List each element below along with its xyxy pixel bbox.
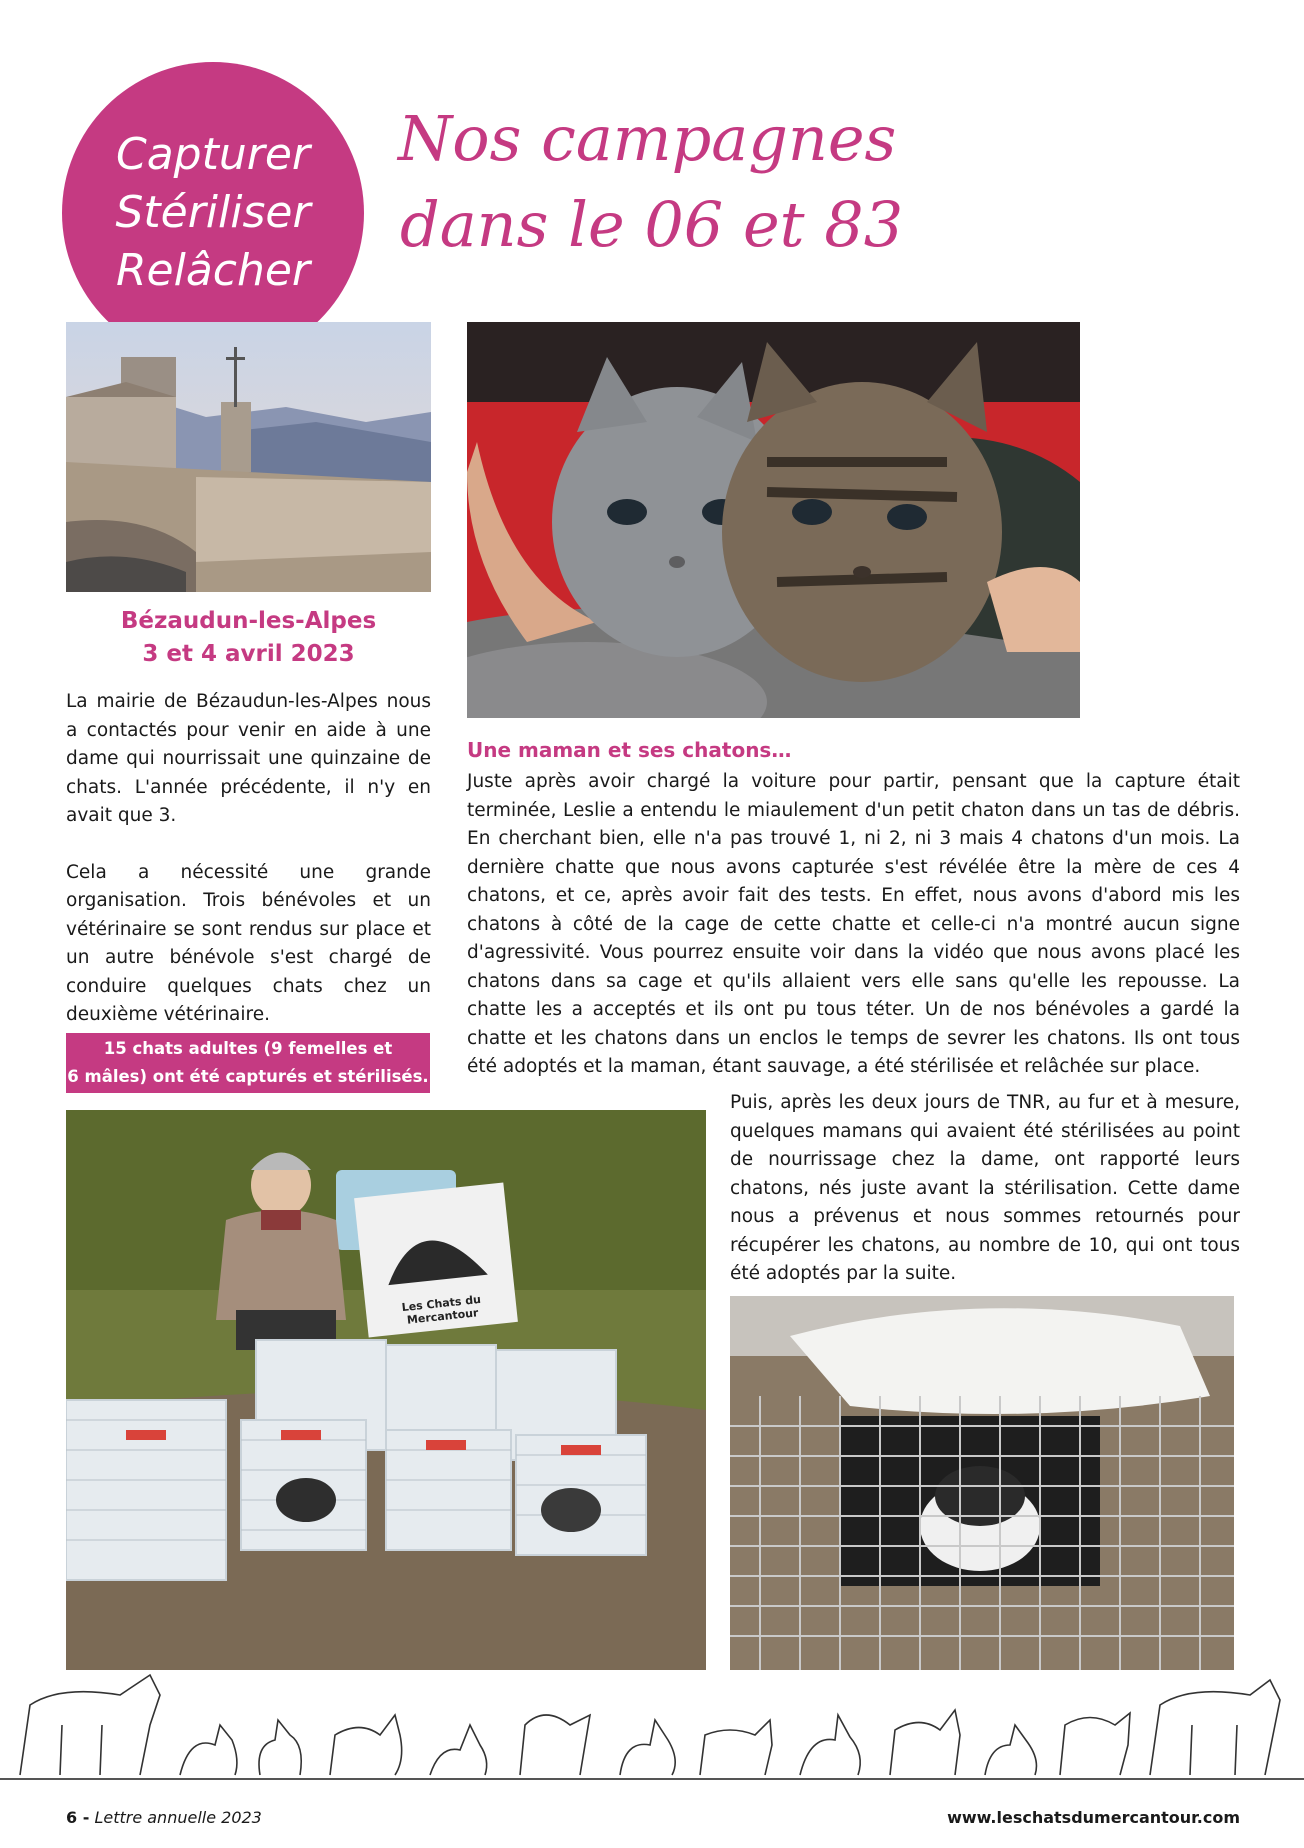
- badge-line-capture: Capturer: [115, 129, 310, 180]
- headline-line-2: dans le 06 et 83: [400, 188, 904, 261]
- page-number: 6 -: [66, 1808, 90, 1827]
- highlight-box: [66, 1033, 430, 1093]
- story-paragraph-1: Juste après avoir chargé la voiture pour partir, pensant que la capture était terminée, Leslie a entendu le miaulement d'un petit chaton dans un tas de débris. En cherchant bien, elle n'a pas trouvé 1, ni 2, ni 3 mais 4 chatons d'un mois. La dernière chatte que nous avons capturée s'est révélée être la mère de ces 4 chatons, et ce, après avoir fait des tests. En effet, nous avons d'abord mis les chatons à côté de la cage de cette chatte et celle-ci n'a montré aucun signe d'agressivité. Vous pourrez ensuite voir dans la vidéo que nous avons placé les chatons dans sa cage et qu'ils allaient vers elle sans qu'elle les repousse. La chatte les a acceptés et ils ont pu tous téter. Un de nos bénévoles a gardé la chatte et les chatons dans un enclos le temps de sevrer les chatons. Ils ont tous été adoptés et la maman, étant sauvage, a été stérilisée et relâchée sur place.: [467, 771, 1240, 1077]
- section-dates: 3 et 4 avril 2023: [142, 641, 355, 667]
- section-place: Bézaudun-les-Alpes: [120, 608, 377, 634]
- headline-line-1: Nos campagnes: [398, 102, 897, 175]
- story-paragraph-2: Puis, après les deux jours de TNR, au fur et à mesure, quelques mamans qui avaient été stérilisées au point de nourrissage chez la dame, ont rapporté leurs chatons, nés juste avant la stérilisation. Cette dame nous a prévenus et nous sommes retournés pour récupérer les chatons, au nombre de 10, qui ont tous été adoptés par la suite.: [730, 1092, 1240, 1284]
- section-title: [66, 605, 431, 671]
- highlight-line-1: 15 chats adultes (9 femelles et: [103, 1039, 393, 1058]
- left-paragraph-2: Cela a nécessité une grande organisation. Trois bénévoles et un vétérinaire se sont rendus sur place et un autre bénévole s'est chargé de conduire quelques chats chez un deuxième vétérinaire.: [66, 861, 431, 1025]
- left-column: [66, 688, 431, 1058]
- caged-cats-photo: [730, 1296, 1234, 1670]
- page-headline: [398, 96, 958, 268]
- footer-publication: [66, 1808, 262, 1827]
- association-sign-label: Les Chats du Mercantour: [401, 1292, 482, 1327]
- publication-title: Lettre annuelle 2023: [94, 1808, 262, 1827]
- footer-website-link[interactable]: www.leschatsdumercantour.com: [947, 1808, 1240, 1827]
- village-photo: [66, 322, 431, 592]
- title-badge: [62, 62, 364, 364]
- highlight-line-2: 6 mâles) ont été capturés et stérilisés.: [67, 1067, 429, 1086]
- left-paragraph-1: La mairie de Bézaudun-les-Alpes nous a contactés pour venir en aide à une dame qui nourrissait une quinzaine de chats. L'année précédente, il n'y en avait que 3.: [66, 691, 431, 826]
- badge-line-sterilize: Stériliser: [115, 187, 311, 238]
- animal-silhouettes-border: [0, 1665, 1304, 1785]
- story-title: Une maman et ses chatons…: [467, 738, 792, 762]
- kittens-photo: [467, 322, 1080, 718]
- badge-line-release: Relâcher: [115, 245, 311, 296]
- volunteer-cages-photo: [66, 1110, 706, 1670]
- footer-divider: [0, 1778, 1304, 1780]
